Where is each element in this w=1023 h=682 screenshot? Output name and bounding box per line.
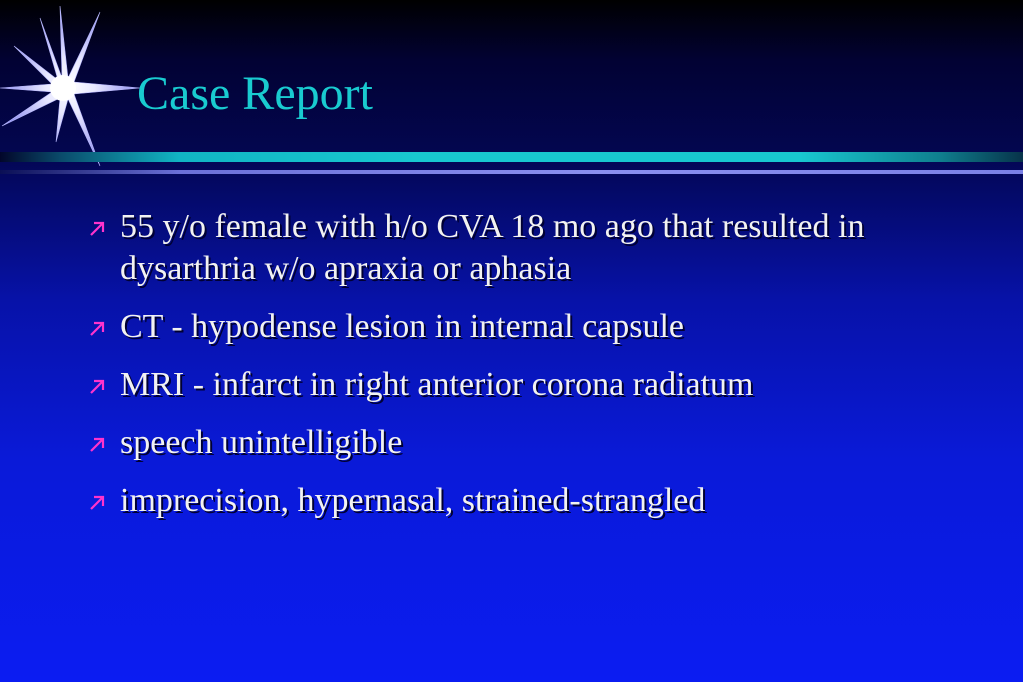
starburst-icon bbox=[0, 6, 144, 168]
title-divider-thin bbox=[0, 170, 1023, 174]
northeast-arrow-icon bbox=[88, 436, 106, 454]
northeast-arrow-icon bbox=[88, 320, 106, 338]
slide-title: Case Report bbox=[137, 67, 373, 120]
bullet-text: speech unintelligible bbox=[120, 424, 403, 461]
bullet-list bbox=[88, 206, 988, 538]
bullet-item bbox=[88, 422, 988, 464]
northeast-arrow-icon bbox=[88, 378, 106, 396]
bullet-item bbox=[88, 480, 988, 522]
bullet-item bbox=[88, 206, 988, 290]
bullet-item bbox=[88, 306, 988, 348]
northeast-arrow-icon bbox=[88, 494, 106, 512]
title-divider bbox=[0, 152, 1023, 162]
northeast-arrow-icon bbox=[88, 220, 106, 238]
bullet-text: CT - hypodense lesion in internal capsule bbox=[120, 308, 685, 345]
bullet-text: MRI - infarct in right anterior corona radiatum bbox=[120, 366, 754, 403]
bullet-text: 55 y/o female with h/o CVA 18 mo ago that resulted in dysarthria w/o apraxia or aphasia bbox=[120, 208, 865, 287]
bullet-item bbox=[88, 364, 988, 406]
bullet-text: imprecision, hypernasal, strained-strangled bbox=[120, 482, 706, 519]
